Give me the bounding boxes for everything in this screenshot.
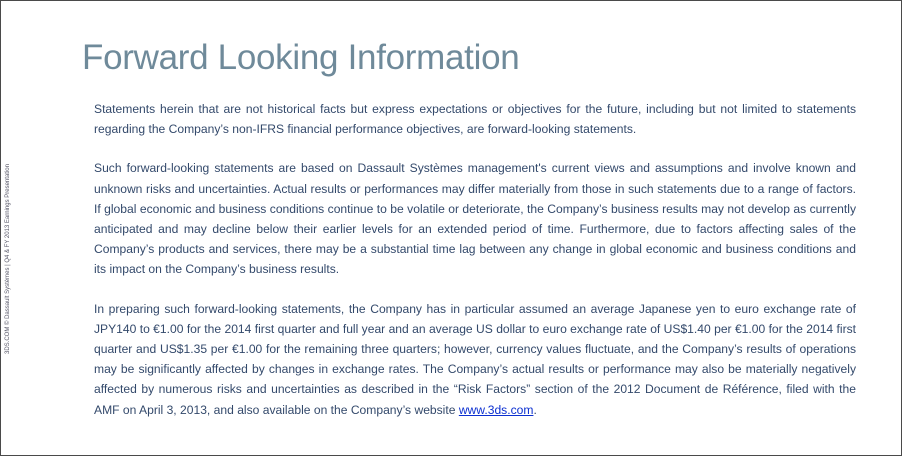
paragraph-end-period: . <box>533 402 537 417</box>
paragraph-exchange-rates-text: In preparing such forward-looking statements, the Company has in particular assumed an average Japanese yen to euro exchange rate of JPY140 to €1.00 for the 2014 first quarter and full year and an average US dollar to euro exchange rate of US$1.40 per €1.00 for the 2014 first quarter and US$1.35 per €1.00 for the remaining three quarters; however, currency values fluctuate, and the Company’s results of operations may be significantly affected by changes in exchange rates. The Company’s actual results or performance may also be materially negatively affected by numerous risks and uncertainties as described in the “Risk Factors” section of the 2012 Document de Référence, filed with the AMF on April 3, 2013, and also available on the Company’s website <box>94 301 856 417</box>
page-title: Forward Looking Information <box>82 38 520 77</box>
side-note: 3DS.COM © Dassault Systèmes | Q4 & FY 2013 Earnings Presentation <box>5 164 11 354</box>
paragraph-intro: Statements herein that are not historical facts but express expectations or objectives for the future, including but not limited to statements regarding the Company’s non-IFRS financial performance objectives, are forward-looking statements. <box>94 102 856 137</box>
body-text <box>94 99 856 439</box>
paragraph-exchange-rates <box>94 299 856 420</box>
website-link[interactable]: www.3ds.com <box>458 402 534 417</box>
paragraph-risks: Such forward-looking statements are based on Dassault Systèmes management's current views and assumptions and involve known and unknown risks and uncertainties. Actual results or performances may differ materially from those in such statements due to a range of factors. If global economic and business conditions continue to be volatile or deteriorate, the Company’s business results may not develop as currently anticipated and may decline below their earlier levels for an extended period of time. Furthermore, due to factors affecting sales of the Company’s products and services, there may be a substantial time lag between any change in global economic and business conditions and its impact on the Company’s business results. <box>94 161 856 277</box>
